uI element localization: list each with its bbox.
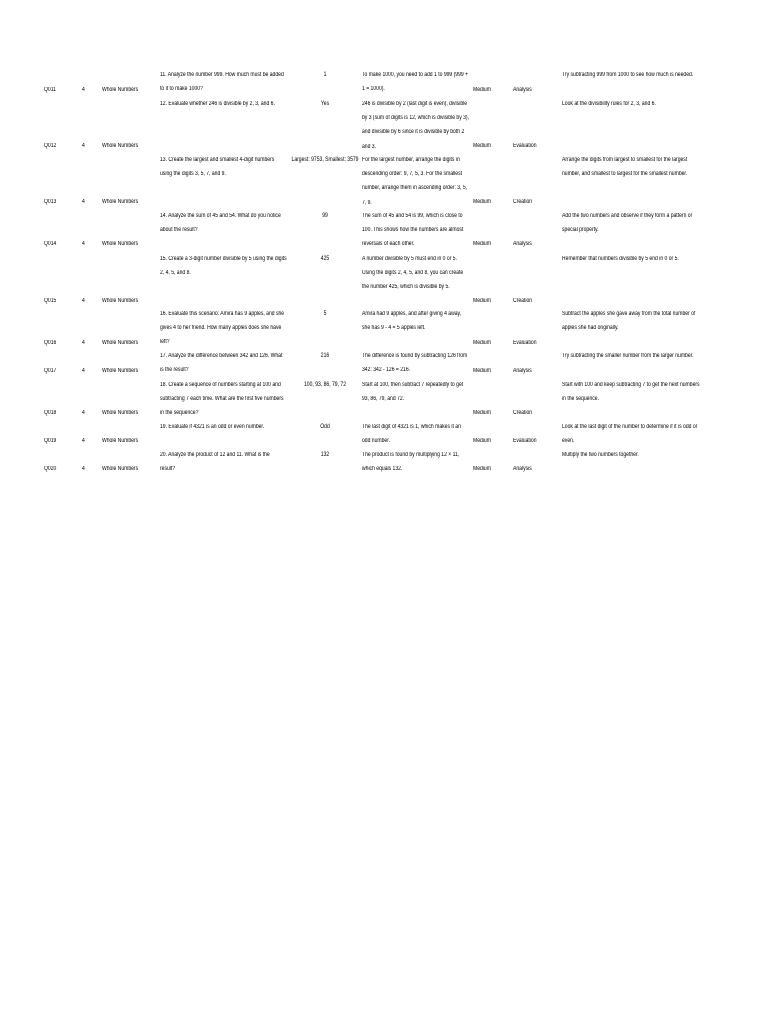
topic-cell: Whole Numbers <box>102 298 139 304</box>
grade-cell: 4 <box>82 368 85 374</box>
topic-cell: Whole Numbers <box>102 340 139 346</box>
difficulty-cell: Medium <box>473 199 491 205</box>
question-id-cell: Q011 <box>44 87 56 93</box>
explanation-text-line: Using the digits 2, 4, 5, and 8, you can create <box>362 270 464 277</box>
grade-cell: 4 <box>82 87 85 93</box>
cognitive-level-cell: Creation <box>513 199 533 205</box>
topic-cell: Whole Numbers <box>102 199 139 205</box>
grade-cell: 4 <box>82 199 85 205</box>
topic-cell: Whole Numbers <box>102 143 139 149</box>
explanation-text-line: Start at 100, then subtract 7 repeatedly to get <box>362 382 464 388</box>
explanation-text-line: To make 1000, you need to add 1 to 999 (999 + <box>362 72 469 78</box>
hint-text-line: apples she had originally. <box>562 325 619 332</box>
answer-cell: 99 <box>322 213 328 219</box>
explanation-text-line: The difference is found by subtracting 126 from <box>362 353 468 359</box>
grade-cell: 4 <box>82 340 85 346</box>
question-id-cell: Q012 <box>44 143 57 149</box>
difficulty-cell: Medium <box>473 340 491 346</box>
explanation-text-line: 1 = 1000). <box>362 86 385 93</box>
topic-cell: Whole Numbers <box>102 438 139 444</box>
topic-cell: Whole Numbers <box>102 368 139 374</box>
grade-cell: 4 <box>82 438 85 444</box>
question-text-line: 15. Create a 3-digit number divisible by 5 using the digits <box>160 256 287 262</box>
question-text-line: 13. Create the largest and smallest 4-digit numbers <box>160 157 275 163</box>
cognitive-level-cell: Analysis <box>513 87 532 93</box>
cognitive-level-cell: Evaluation <box>513 438 537 444</box>
hint-text-line: Subtract the apples she gave away from the total number of <box>562 311 696 317</box>
topic-cell: Whole Numbers <box>102 87 139 93</box>
hint-text-line: Multiply the two numbers together. <box>562 452 639 458</box>
question-text-line: using the digits 3, 5, 7, and 9. <box>160 171 226 178</box>
answer-cell: Odd <box>320 424 330 430</box>
question-text-line: 2, 4, 5, and 8. <box>160 270 191 277</box>
difficulty-cell: Medium <box>473 466 491 472</box>
hint-text-line: Add the two numbers and observe if they form a pattern or <box>562 213 693 219</box>
hint-text-line: Look at the last digit of the number to determine if it is odd or <box>562 424 698 430</box>
grade-cell: 4 <box>82 241 85 247</box>
explanation-text-line: 100. This shows how the numbers are almost <box>362 227 464 234</box>
explanation-text-line: reversals of each other. <box>362 241 415 248</box>
question-text-line: 11. Analyze the number 999. How much must be added <box>160 72 284 78</box>
question-id-cell: Q013 <box>44 199 57 205</box>
explanation-text-line: odd number. <box>362 438 391 445</box>
grade-cell: 4 <box>82 143 85 149</box>
cognitive-level-cell: Evaluation <box>513 340 537 346</box>
difficulty-cell: Medium <box>473 143 491 149</box>
question-text-line: 12. Evaluate whether 246 is divisible by 2, 3, and 6. <box>160 101 275 107</box>
question-text-line: in the sequence? <box>160 410 199 417</box>
hint-text-line: Remember that numbers divisible by 5 end in 0 or 5. <box>562 256 679 262</box>
answer-cell: 5 <box>323 311 327 317</box>
question-id-cell: Q016 <box>44 340 57 346</box>
answer-cell: 1 <box>323 72 327 78</box>
explanation-text-line: For the largest number, arrange the digits in <box>362 157 460 163</box>
question-text-line: about the result? <box>160 227 198 234</box>
cognitive-level-cell: Creation <box>513 410 533 416</box>
cognitive-level-cell: Evaluation <box>513 143 537 149</box>
explanation-text-line: 93, 86, 79, and 72. <box>362 396 405 403</box>
question-text-line: 20. Analyze the product of 12 and 11. What is the <box>160 452 270 458</box>
question-text-line: gives 4 to her friend. How many apples does she have <box>160 325 282 332</box>
question-id-cell: Q015 <box>44 298 57 304</box>
question-id-cell: Q017 <box>44 368 57 374</box>
topic-cell: Whole Numbers <box>102 241 139 247</box>
difficulty-cell: Medium <box>473 241 491 247</box>
explanation-text-line: by 3 (sum of digits is 12, which is divisible by 3), <box>362 115 470 122</box>
question-text-line: subtracting 7 each time. What are the first five numbers <box>160 396 284 403</box>
question-text-line: is the result? <box>160 367 189 374</box>
explanation-text-line: descending order: 9, 7, 5, 3. For the smallest <box>362 171 463 178</box>
hint-text-line: special property. <box>562 227 599 234</box>
hint-text-line: even. <box>562 438 575 445</box>
grade-cell: 4 <box>82 298 85 304</box>
hint-text-line: in the sequence. <box>562 396 599 403</box>
cognitive-level-cell: Analysis <box>513 241 532 247</box>
explanation-text-line: Amira had 9 apples, and after giving 4 away, <box>362 311 462 317</box>
cognitive-level-cell: Creation <box>513 298 533 304</box>
difficulty-cell: Medium <box>473 368 491 374</box>
hint-text-line: Try subtracting 999 from 1000 to see how much is needed. <box>562 72 694 78</box>
hint-text-line: number, and smallest to largest for the smallest number. <box>562 171 688 178</box>
question-id-cell: Q018 <box>44 410 57 416</box>
explanation-text-line: number, arrange them in ascending order: 3, 5, <box>362 185 468 192</box>
question-id-cell: Q020 <box>44 466 57 472</box>
explanation-text-line: and 3. <box>362 143 377 150</box>
question-text-line: 17. Analyze the difference between 342 and 126. What <box>160 353 283 359</box>
difficulty-cell: Medium <box>473 87 491 93</box>
explanation-text-line: and divisible by 6 since it is divisible by both 2 <box>362 129 465 136</box>
question-text-line: left? <box>160 339 170 346</box>
question-text-line: 19. Evaluate if 4321 is an odd or even number. <box>160 424 265 430</box>
explanation-text-line: she has 9 - 4 = 5 apples left. <box>362 325 426 332</box>
explanation-text-line: the number 425, which is divisible by 5. <box>362 284 450 291</box>
explanation-text-line: 342: 342 - 126 = 216. <box>362 367 411 374</box>
question-id-cell: Q014 <box>44 241 57 247</box>
hint-text-line: Try subtracting the smaller number from the larger number. <box>562 353 694 359</box>
explanation-text-line: 7, 9. <box>362 199 372 206</box>
cognitive-level-cell: Analysis <box>513 466 532 472</box>
answer-cell: 132 <box>320 452 330 458</box>
question-id-cell: Q019 <box>44 438 57 444</box>
explanation-text-line: The product is found by multiplying 12 × 11, <box>362 452 460 458</box>
difficulty-cell: Medium <box>473 410 491 416</box>
question-text-line: 16. Evaluate this scenario: Amira has 9 apples, and she <box>160 311 285 317</box>
answer-cell: Largest: 9753, Smallest: 3579 <box>291 157 359 163</box>
grade-cell: 4 <box>82 410 85 416</box>
difficulty-cell: Medium <box>473 298 491 304</box>
question-text-line: 14. Analyze the sum of 45 and 54. What do you notice <box>160 213 281 219</box>
answer-cell: Yes <box>320 101 330 107</box>
question-text-line: to it to make 1000? <box>160 86 203 93</box>
explanation-text-line: which equals 132. <box>362 466 403 473</box>
grade-cell: 4 <box>82 466 85 472</box>
explanation-text-line: A number divisible by 5 must end in 0 or 5. <box>362 256 457 262</box>
cognitive-level-cell: Analysis <box>513 368 532 374</box>
explanation-text-line: The sum of 45 and 54 is 99, which is close to <box>362 213 463 219</box>
answer-cell: 100, 93, 86, 79, 72 <box>303 382 347 388</box>
explanation-text-line: 246 is divisible by 2 (last digit is even), divisible <box>362 101 468 107</box>
hint-text-line: Look at the divisibility rules for 2, 3, and 6. <box>562 101 656 107</box>
topic-cell: Whole Numbers <box>102 410 139 416</box>
question-text-line: result? <box>160 466 176 473</box>
question-text-line: 18. Create a sequence of numbers starting at 100 and <box>160 382 281 388</box>
hint-text-line: Arrange the digits from largest to smallest for the largest <box>562 157 688 163</box>
topic-cell: Whole Numbers <box>102 466 139 472</box>
difficulty-cell: Medium <box>473 438 491 444</box>
hint-text-line: Start with 100 and keep subtracting 7 to get the next numbers <box>562 382 700 388</box>
answer-cell: 216 <box>320 353 330 359</box>
answer-cell: 425 <box>320 256 330 262</box>
explanation-text-line: The last digit of 4321 is 1, which makes it an <box>362 424 461 430</box>
